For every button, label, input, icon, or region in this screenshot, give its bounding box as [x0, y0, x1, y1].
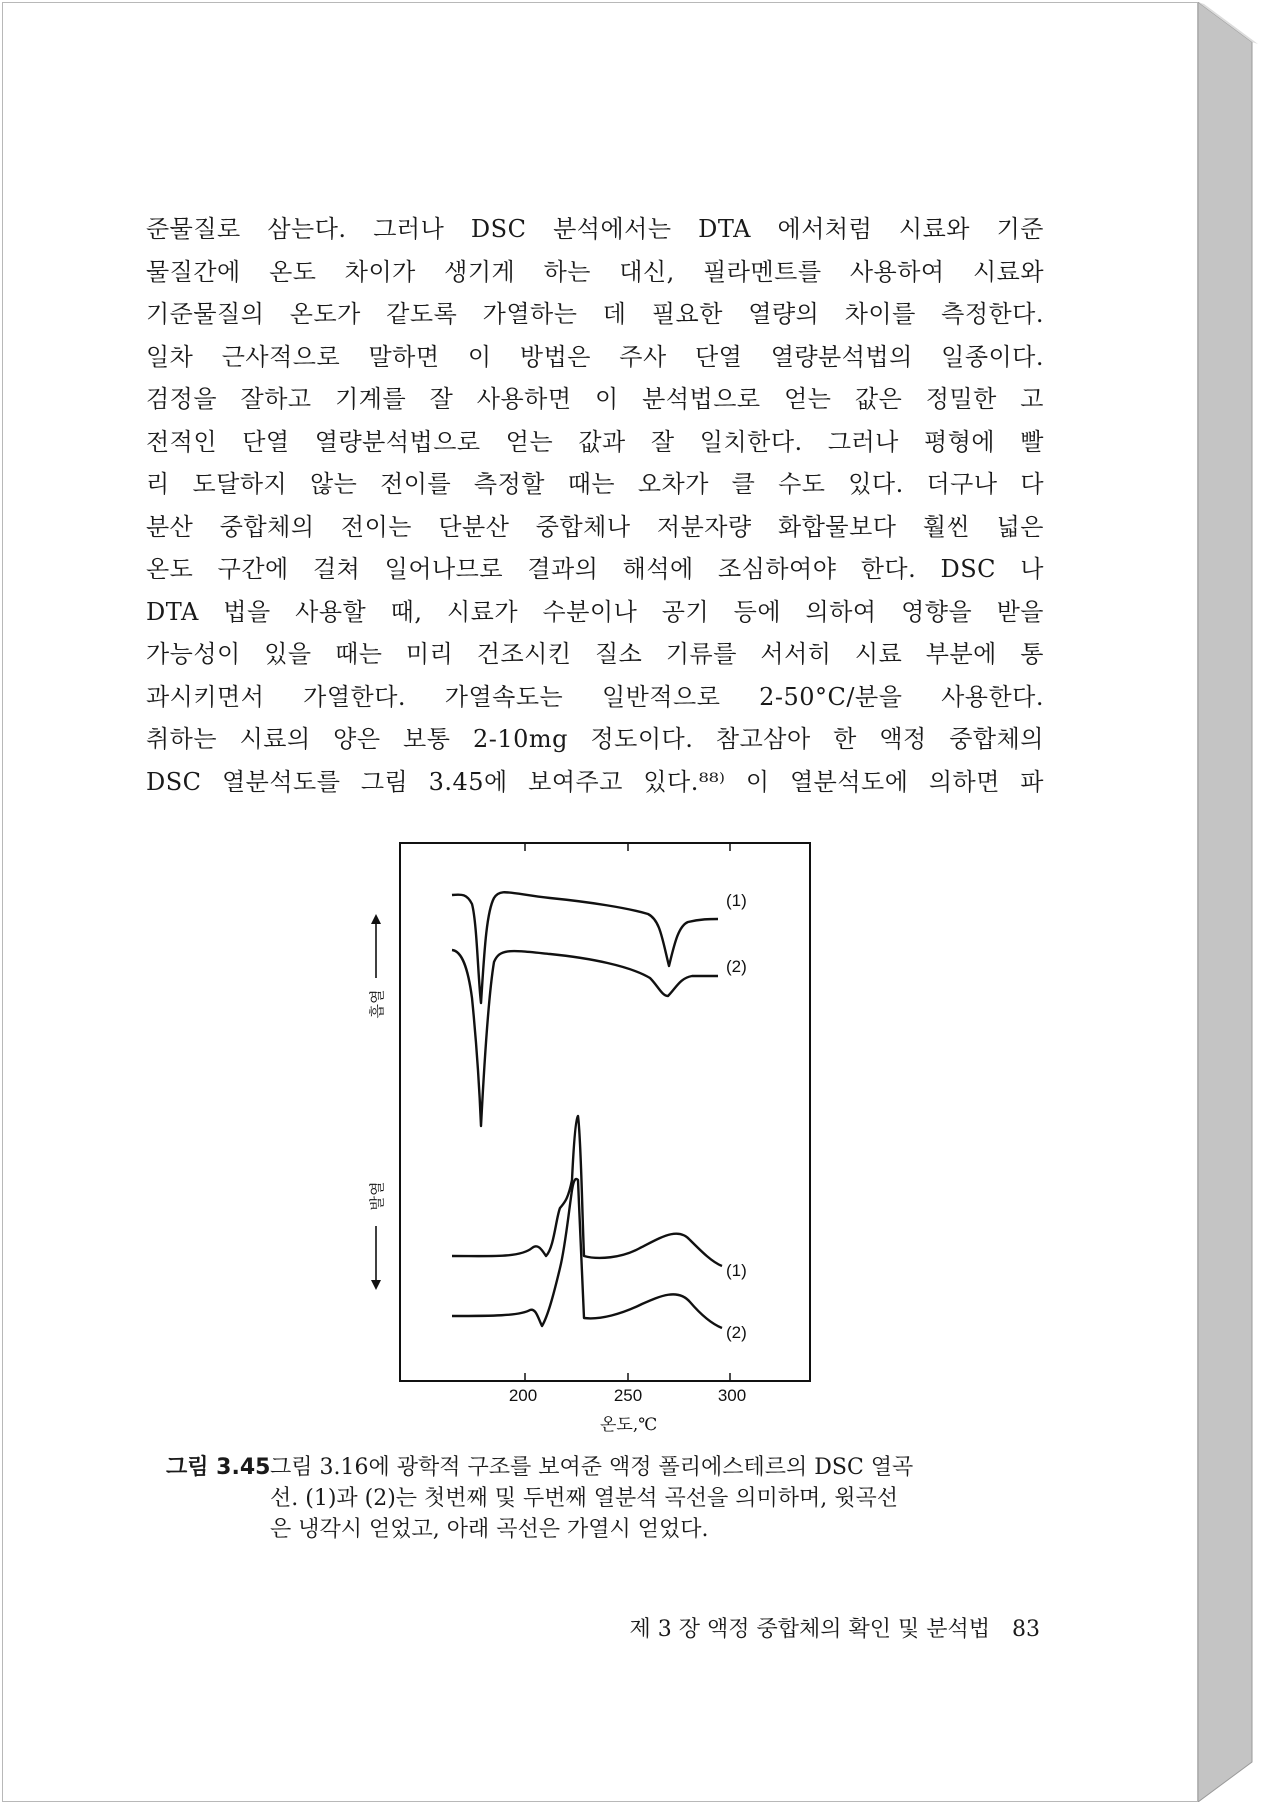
body-line: 온도 구간에 걸쳐 일어나므로 결과의 해석에 조심하여야 한다. DSC 나 — [146, 555, 1044, 583]
body-line: 일차 근사적으로 말하면 이 방법은 주사 단열 열량분석법의 일종이다. — [146, 342, 1044, 371]
curve-label-upper-2: (2) — [726, 957, 747, 976]
curve-label-lower-2: (2) — [726, 1323, 747, 1342]
page-footer — [520, 1612, 1040, 1643]
curve-label-upper-1: (1) — [726, 891, 747, 910]
caption-line: 은 냉각시 얻었고, 아래 곡선은 가열시 얻었다. — [270, 1517, 709, 1542]
body-line: 준물질로 삼는다. 그러나 DSC 분석에서는 DTA 에서처럼 시료와 기준 — [146, 215, 1044, 243]
caption-line: 선. (1)과 (2)는 첫번째 및 두번째 열분석 곡선을 의미하며, 윗곡선 — [270, 1486, 899, 1511]
body-line: 기준물질의 온도가 같도록 가열하는 데 필요한 열량의 차이를 측정한다. — [146, 300, 1044, 328]
body-line: 분산 중합체의 전이는 단분산 중합체나 저분자량 화합물보다 훨씬 넓은 — [146, 512, 1044, 541]
figure-caption — [166, 1452, 1048, 1545]
body-text — [146, 208, 1044, 803]
body-line: 물질간에 온도 차이가 생기게 하는 대신, 필라멘트를 사용하여 시료와 — [146, 257, 1044, 286]
body-line: 취하는 시료의 양은 보통 2-10mg 정도이다. 참고삼아 한 액정 중합체의 — [146, 725, 1044, 753]
x-tick-label: 300 — [717, 1386, 747, 1405]
y-label-lower: 발열 — [368, 1181, 386, 1211]
body-line: DTA 법을 사용할 때, 시료가 수분이나 공기 등에 의하여 영향을 받을 — [146, 597, 1044, 626]
body-line: DSC 열분석도를 그림 3.45에 보여주고 있다.⁸⁸⁾ 이 열분석도에 의하면 파 — [146, 767, 1044, 796]
x-axis-label: 온도,℃ — [600, 1415, 658, 1435]
dsc-thermogram-figure — [360, 838, 830, 1418]
heating-curve-2 — [452, 1179, 722, 1328]
plot-frame — [400, 843, 810, 1381]
caption-line: 그림 3.16에 광학적 구조를 보여준 액정 폴리에스테르의 DSC 열곡 — [270, 1455, 914, 1480]
caption-label: 그림 3.45 — [166, 1455, 271, 1480]
y-label-upper: 흡열 — [368, 989, 386, 1019]
up-arrow-icon — [371, 914, 381, 924]
x-tick-label: 250 — [613, 1386, 643, 1405]
cooling-curve-2 — [452, 950, 718, 1126]
x-tick-label: 200 — [508, 1386, 538, 1405]
body-line: 가능성이 있을 때는 미리 건조시킨 질소 기류를 서서히 시료 부분에 통 — [146, 640, 1044, 668]
heating-curve-1 — [452, 1116, 722, 1266]
down-arrow-icon — [371, 1280, 381, 1290]
body-line: 리 도달하지 않는 전이를 측정할 때는 오차가 클 수도 있다. 더구나 다 — [146, 470, 1044, 498]
body-line: 전적인 단열 열량분석법으로 얻는 값과 잘 일치한다. 그러나 평형에 빨 — [146, 427, 1044, 456]
body-line: 과시키면서 가열한다. 가열속도는 일반적으로 2-50°C/분을 사용한다. — [146, 682, 1044, 711]
curve-label-lower-1: (1) — [726, 1261, 747, 1280]
page-number: 83 — [1012, 1617, 1040, 1642]
page-stack-edge — [1198, 2, 1258, 1802]
body-line: 검정을 잘하고 기계를 잘 사용하면 이 분석법으로 얻는 값은 정밀한 고 — [146, 385, 1044, 413]
running-footer-chapter: 제 3 장 액정 중합체의 확인 및 분석법 — [629, 1617, 990, 1642]
